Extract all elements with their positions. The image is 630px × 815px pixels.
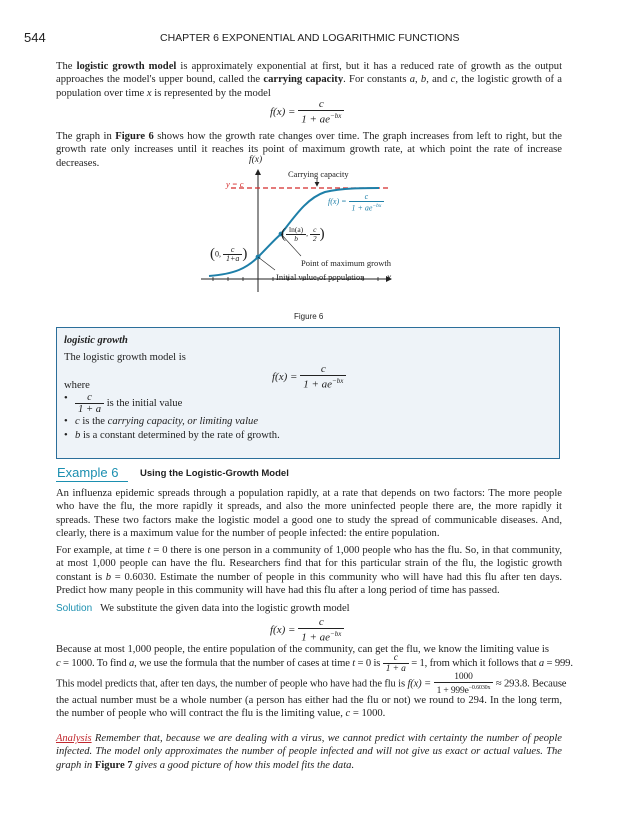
carrying-capacity-label: Carrying capacity — [288, 169, 349, 179]
solution-text-1: Because at most 1,000 people, the entire population of the community, can get the flu, we know the limiting value is — [56, 644, 549, 655]
figure-7-reference: Figure 7 — [94, 759, 133, 771]
initial-value-leader — [258, 257, 275, 270]
asymptote-label: y = c — [226, 179, 244, 189]
solution-formula: f(x) = $\frac{c}{1 + ae^{-bx}}$ — [270, 617, 344, 644]
definition-title: logistic growth — [64, 335, 128, 346]
term-logistic-growth-model: logistic growth model — [76, 61, 177, 72]
logistic-formula: f(x) = $\frac{c}{1 + ae^{-bx}}$ — [270, 99, 344, 126]
curve-formula-label: f(x) = $\frac{c}{1 + ae^{-bx}}$ — [328, 192, 384, 213]
chapter-header — [160, 32, 460, 44]
initial-point-label: (0, $\frac{c}{1+a}$ ) — [210, 245, 248, 263]
bullet-growth-constant: • b is a constant determined by the rate of growth. — [64, 429, 544, 443]
example-underline — [56, 481, 128, 482]
page-number: 544 — [24, 30, 46, 45]
example-label: Example 6 — [57, 465, 119, 480]
analysis-paragraph: Analysis Remember that, because we are dealing with a virus, we cannot predict with certainty the number of people infected. The model only approximates the number of people infected and will not give us exact or actual values. The graph in Figure 7 gives a good picture of how this model fits the data. — [56, 733, 562, 771]
max-growth-label: Point of maximum growth — [301, 258, 391, 268]
chapter-title: EXPONENTIAL AND LOGARITHMIC FUNCTIONS — [221, 32, 460, 44]
figure-6-reference: Figure 6 — [115, 131, 154, 142]
definition-formula: f(x) = $\frac{c}{1 + ae^{-bx}}$ — [272, 364, 346, 391]
max-growth-point-label: ( $\frac{\ln(a)}{b}$ , $\frac{c}{2}$ ) — [281, 225, 325, 243]
term-carrying-capacity: carrying capacity — [263, 74, 344, 86]
solution-line: Solution We substitute the given data into the logistic growth model — [56, 603, 350, 614]
solution-text-3: This model predicts that, after ten days, the number of people who have had the flu is f(x) = $\frac{1000}{1 + 999e^{-0.6030x}}$ ≈ 293.8. Because — [56, 672, 567, 697]
y-axis-label: f(x) — [249, 155, 263, 165]
bullet-initial-value: • $\frac{c}{1 + a}$ is the initial value — [64, 392, 544, 415]
example-paragraph-2: For example, at time t = 0 there is one person in a community of 1,000 people who has the flu. So, in that community, at most 1,000 people can have the flu. Researchers find that for this particular strain of the flu, the logistic growth constant is b = 0.6030. Estimate the number of people in this community who will have had this flu after ten days. Predict how many people in this community will have had this flu after a long period of time has passed. — [56, 545, 562, 597]
bullet-carrying-capacity: • c is the carrying capacity, or limiting value — [64, 415, 544, 429]
definition-where: where — [64, 380, 90, 391]
solution-text-4: the actual number must be a whole number (a person has either had the flu or not) we round to 294. In the long term, the number of people who will contract the flu is the limiting value, c = 1000. — [56, 695, 562, 720]
intro-paragraph-1: The logistic growth model is approximately exponential at first, but it has a reduced rate of growth as the output approaches the model's upper bound, called the carrying capacity. For constants a, b, and c, the logistic growth of a population over time x is represented by the model — [56, 61, 563, 99]
example-paragraph-1: An influenza epidemic spreads through a population rapidly, at a rate that depends on two factors: The more people who have the flu, the more rapidly it spreads, and also the more uninfected people there are, the more rapidly it spreads. These two factors make the logistic model a good one to study the spread of communicable diseases. And, clearly, there is a maximum value for the number of people infected: the entire population. — [56, 488, 562, 540]
definition-box — [56, 327, 560, 459]
definition-intro: The logistic growth model is — [64, 352, 186, 363]
figure-6-caption: Figure 6 — [294, 312, 324, 321]
example-title: Using the Logistic-Growth Model — [140, 468, 289, 479]
intro-paragraph-2: The graph in Figure 6 shows how the growth rate changes over time. The graph increases from left to right, but the growth rate only increases until it reaches its point of maximum growth rate, at which point the rate of increase decreases. — [56, 131, 563, 169]
initial-value-label: Initial value of population — [276, 272, 365, 282]
x-axis-label: x — [387, 273, 392, 283]
solution-label: Solution — [56, 603, 93, 614]
chapter-number: CHAPTER 6 — [160, 32, 219, 44]
analysis-label: Analysis — [56, 733, 92, 744]
solution-text-2: c = 1000. To find a, we use the formula that the number of cases at time t = 0 is $\frac{c}{1 + a}$ = 1, from which it follows that a = 999. — [56, 653, 573, 674]
definition-bullets — [64, 392, 544, 443]
